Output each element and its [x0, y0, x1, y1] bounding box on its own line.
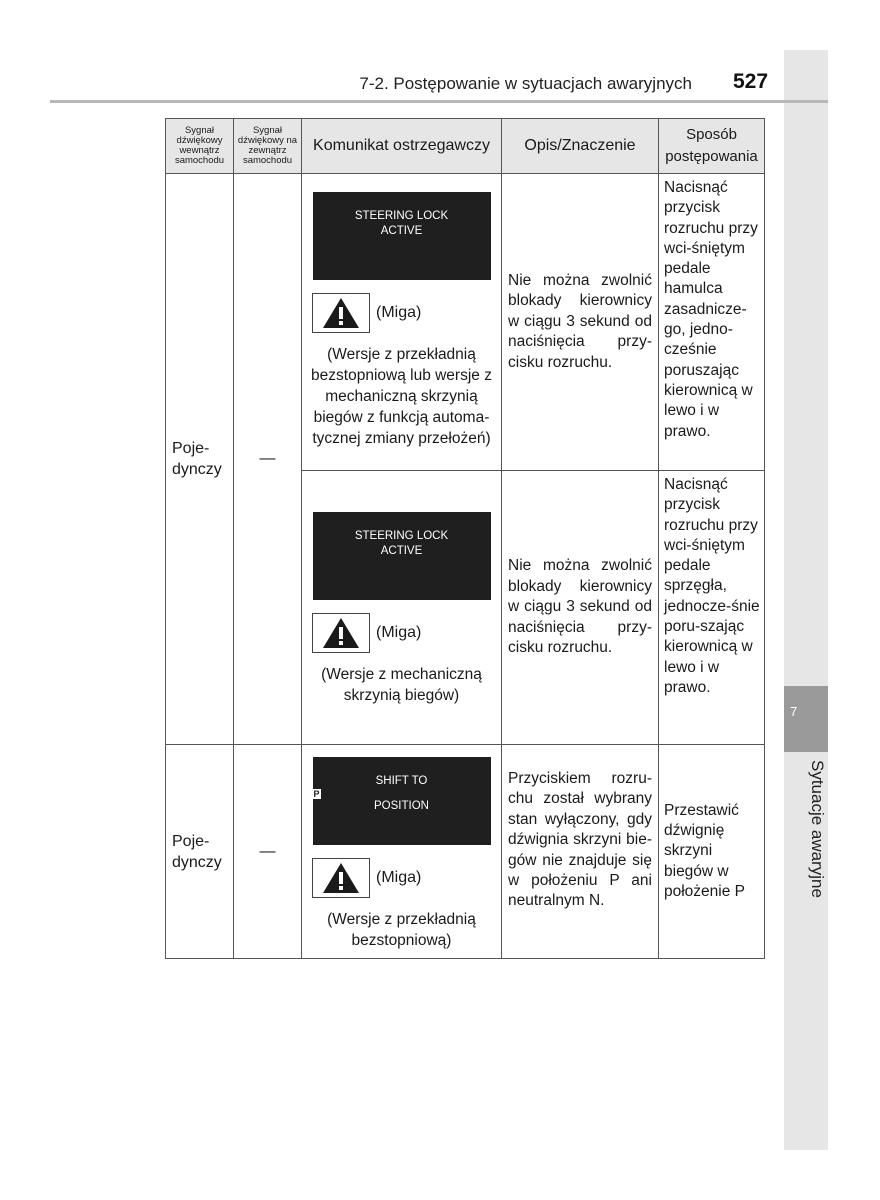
description-cell: Nie można zwolnić blokady kierownicy w ciągu 3 sekund od naciśnięcia przy-cisku rozruchu. — [502, 174, 659, 471]
screen-text-line2: ACTIVE — [380, 225, 423, 237]
side-margin-bar — [784, 50, 828, 1150]
table-row — [166, 745, 765, 959]
screen-text-line2: POSITION — [374, 800, 429, 812]
display-screen — [313, 192, 491, 280]
action-cell: Przestawić dźwignię skrzyni biegów w położenie P — [659, 745, 765, 959]
blink-label: (Miga) — [376, 624, 422, 641]
version-note: (Wersje z przekładnią bezstopniową lub wersje z mechaniczną skrzynią biegów z funkcją automa-tycznej zmiany przełożeń) — [311, 346, 492, 447]
display-screen — [313, 512, 491, 600]
display-screen — [313, 757, 491, 845]
header-outside-buzzer: Sygnał dźwiękowy na zewnątrz samochodu — [234, 119, 302, 174]
message-cell — [302, 471, 502, 745]
header-rule — [50, 100, 828, 103]
inside-buzzer-cell: Poje- dynczy — [166, 745, 234, 959]
inside-buzzer-cell: Poje- dynczy — [166, 174, 234, 745]
header-inside-buzzer: Sygnał dźwiękowy wewnątrz samochodu — [166, 119, 234, 174]
header-message: Komunikat ostrzegawczy — [302, 119, 502, 174]
warning-indicator — [312, 292, 501, 334]
version-note: (Wersje z przekładnią bezstopniową) — [327, 911, 476, 949]
warning-indicator — [312, 612, 501, 654]
table-row — [166, 174, 765, 471]
action-cell: Nacisnąć przycisk rozruchu przy wci-śniętym pedale sprzęgła, jednocze-śnie poru-szając kierownicą w lewo i w prawo. — [659, 471, 765, 745]
header-description: Opis/Znaczenie — [502, 119, 659, 174]
table-header-row — [166, 119, 765, 174]
warning-triangle-icon — [312, 858, 370, 898]
version-note: (Wersje z mechaniczną skrzynią biegów) — [321, 666, 482, 704]
description-cell: Przyciskiem rozru-chu został wybrany stan wyłączony, gdy dźwignia skrzyni bie-gów nie znajduje się w położeniu P ani neutralnym N. — [502, 745, 659, 959]
screen-text-line1: STEERING LOCK — [354, 210, 449, 222]
screen-text-line1: SHIFT TO — [375, 775, 428, 787]
warning-triangle-icon — [312, 613, 370, 653]
action-cell: Nacisnąć przycisk rozruchu przy wci-śniętym pedale hamulca zasadnicze-go, jedno-cześnie poruszając kierownicą w lewo i w prawo. — [659, 174, 765, 471]
chapter-tab-number: 7 — [790, 704, 798, 719]
chapter-label: Sytuacje awaryjne — [808, 760, 827, 898]
description-cell: Nie można zwolnić blokady kierownicy w ciągu 3 sekund od naciśnięcia przy-cisku rozruchu. — [502, 471, 659, 745]
screen-text-line2: ACTIVE — [380, 545, 423, 557]
header-action: Sposób postępowania — [659, 119, 765, 174]
message-cell — [302, 174, 502, 471]
blink-label: (Miga) — [376, 304, 422, 321]
chapter-tab — [784, 686, 828, 752]
p-position-box: P — [313, 789, 320, 799]
warning-indicator — [312, 857, 501, 899]
screen-text-line1: STEERING LOCK — [354, 530, 449, 542]
warning-triangle-icon — [312, 293, 370, 333]
warning-messages-table — [165, 118, 765, 959]
outside-buzzer-cell: — — [234, 745, 302, 959]
outside-buzzer-cell: — — [234, 174, 302, 745]
message-cell — [302, 745, 502, 959]
page-number: 527 — [733, 70, 769, 93]
section-title: 7-2. Postępowanie w sytuacjach awaryjnych — [359, 74, 692, 93]
blink-label: (Miga) — [376, 869, 422, 886]
